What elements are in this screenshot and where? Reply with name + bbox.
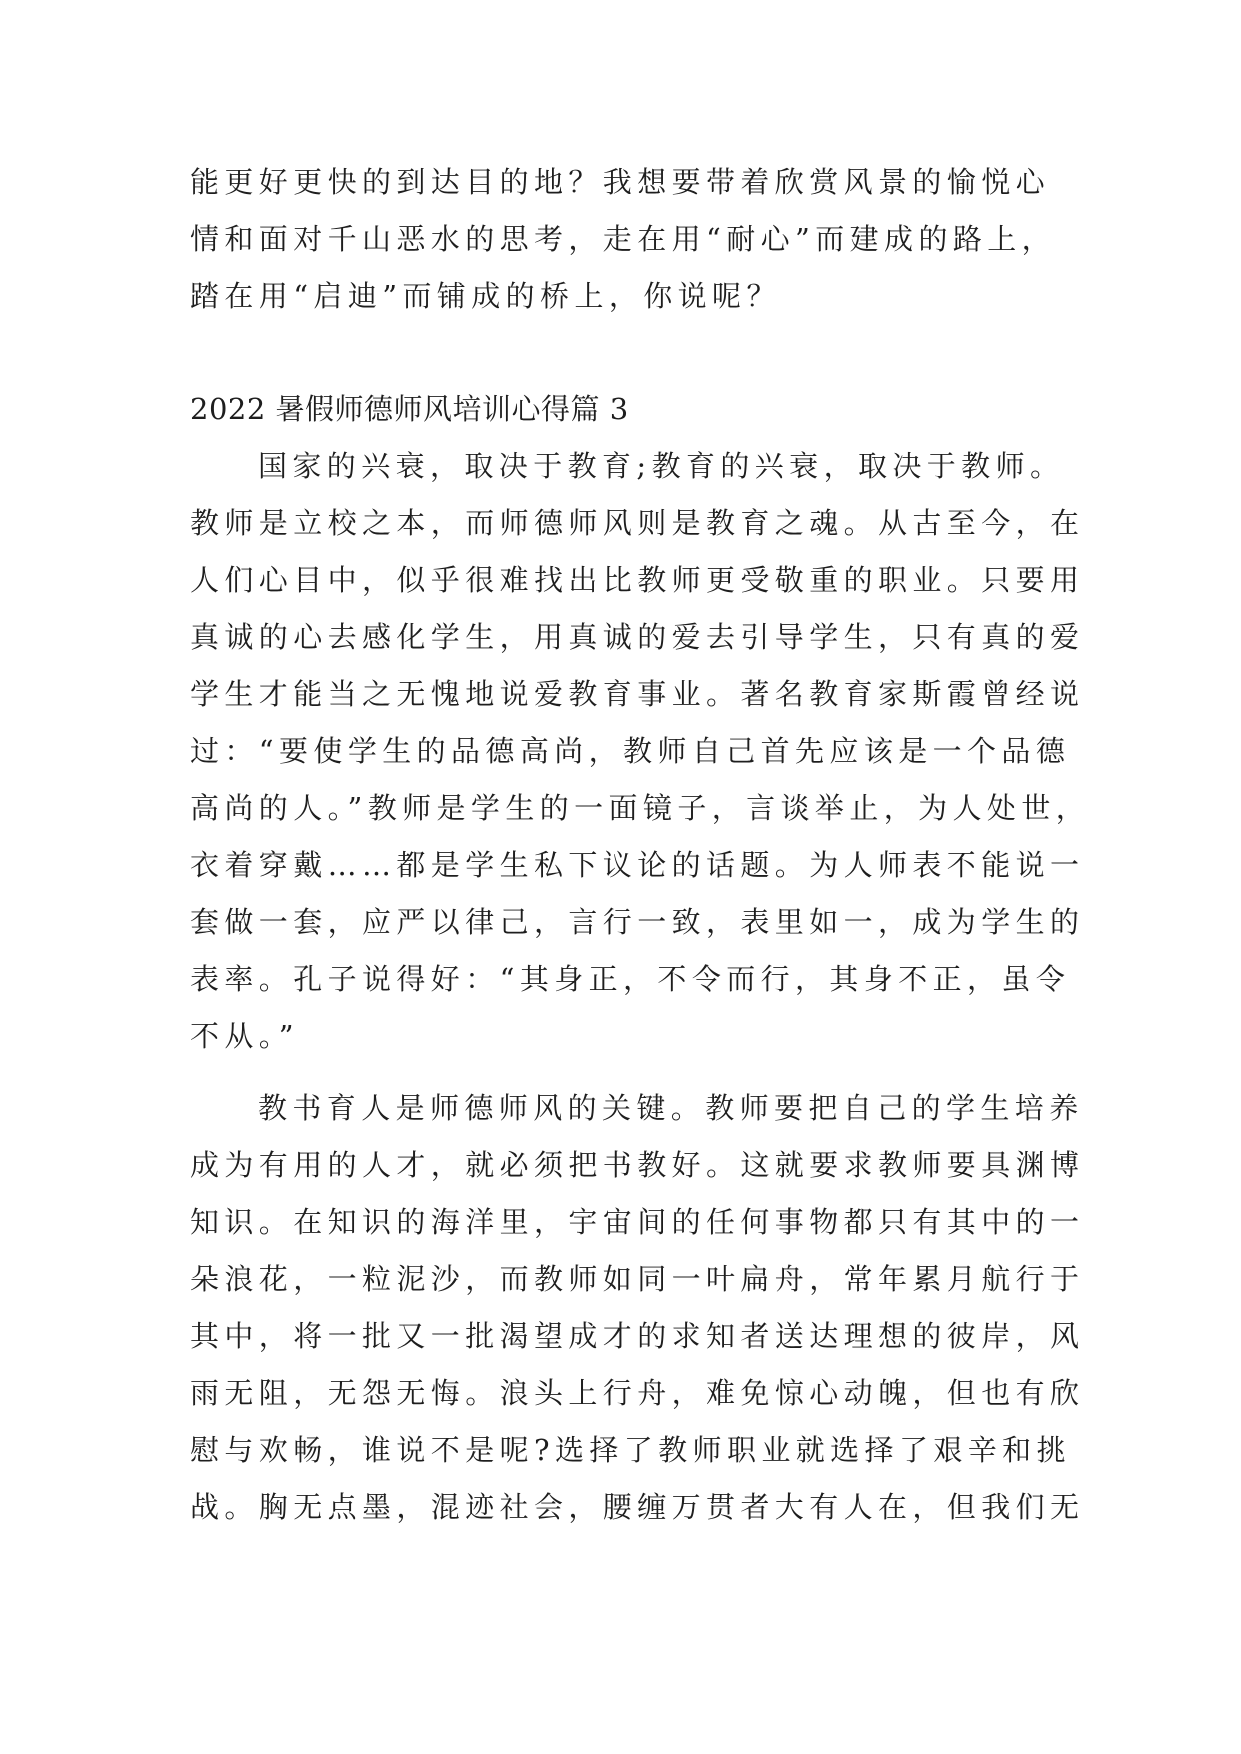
text-line: 成为有用的人才，就必须把书教好。这就要求教师要具渊博 (190, 1148, 1085, 1182)
text-line: 其中，将一批又一批渴望成才的求知者送达理想的彼岸，风 (190, 1319, 1085, 1353)
text-line: 衣着穿戴……都是学生私下议论的话题。为人师表不能说一 (190, 848, 1085, 882)
text-line: 学生才能当之无愧地说爱教育事业。著名教育家斯霞曾经说 (190, 677, 1085, 711)
text-line: 情和面对千山恶水的思考，走在用“耐心”而建成的路上， (190, 222, 1057, 256)
section-title: 2022 暑假师德师风培训心得篇 3 (190, 392, 629, 426)
text-line: 战。胸无点墨，混迹社会，腰缠万贯者大有人在，但我们无 (190, 1490, 1085, 1524)
text-line: 踏在用“启迪”而铺成的桥上，你说呢？ (190, 279, 781, 313)
text-line: 过：“要使学生的品德高尚，教师自己首先应该是一个品德 (190, 734, 1071, 768)
text-line: 教师是立校之本，而师德师风则是教育之魂。从古至今，在 (190, 506, 1085, 540)
text-line: 知识。在知识的海洋里，宇宙间的任何事物都只有其中的一 (190, 1205, 1085, 1239)
text-line: 能更好更快的到达目的地？我想要带着欣赏风景的愉悦心 (190, 165, 1051, 199)
text-line: 慰与欢畅，谁说不是呢?选择了教师职业就选择了艰辛和挑 (190, 1433, 1071, 1467)
text-line: 不从。” (190, 1019, 299, 1053)
text-line: 真诚的心去感化学生，用真诚的爱去引导学生，只有真的爱 (190, 620, 1085, 654)
text-line: 人们心目中，似乎很难找出比教师更受敬重的职业。只要用 (190, 563, 1085, 597)
text-line: 教书育人是师德师风的关键。教师要把自己的学生培养 (258, 1091, 1084, 1125)
text-line: 国家的兴衰，取决于教育;教育的兴衰，取决于教师。 (258, 449, 1065, 483)
text-line: 雨无阻，无怨无悔。浪头上行舟，难免惊心动魄，但也有欣 (190, 1376, 1085, 1410)
text-line: 表率。孔子说得好：“其身正，不令而行，其身不正，虽令 (190, 962, 1071, 996)
text-line: 套做一套，应严以律己，言行一致，表里如一，成为学生的 (190, 905, 1085, 939)
text-line: 朵浪花，一粒泥沙，而教师如同一叶扁舟，常年累月航行于 (190, 1262, 1085, 1296)
text-line: 高尚的人。”教师是学生的一面镜子，言谈举止，为人处世， (190, 791, 1091, 825)
